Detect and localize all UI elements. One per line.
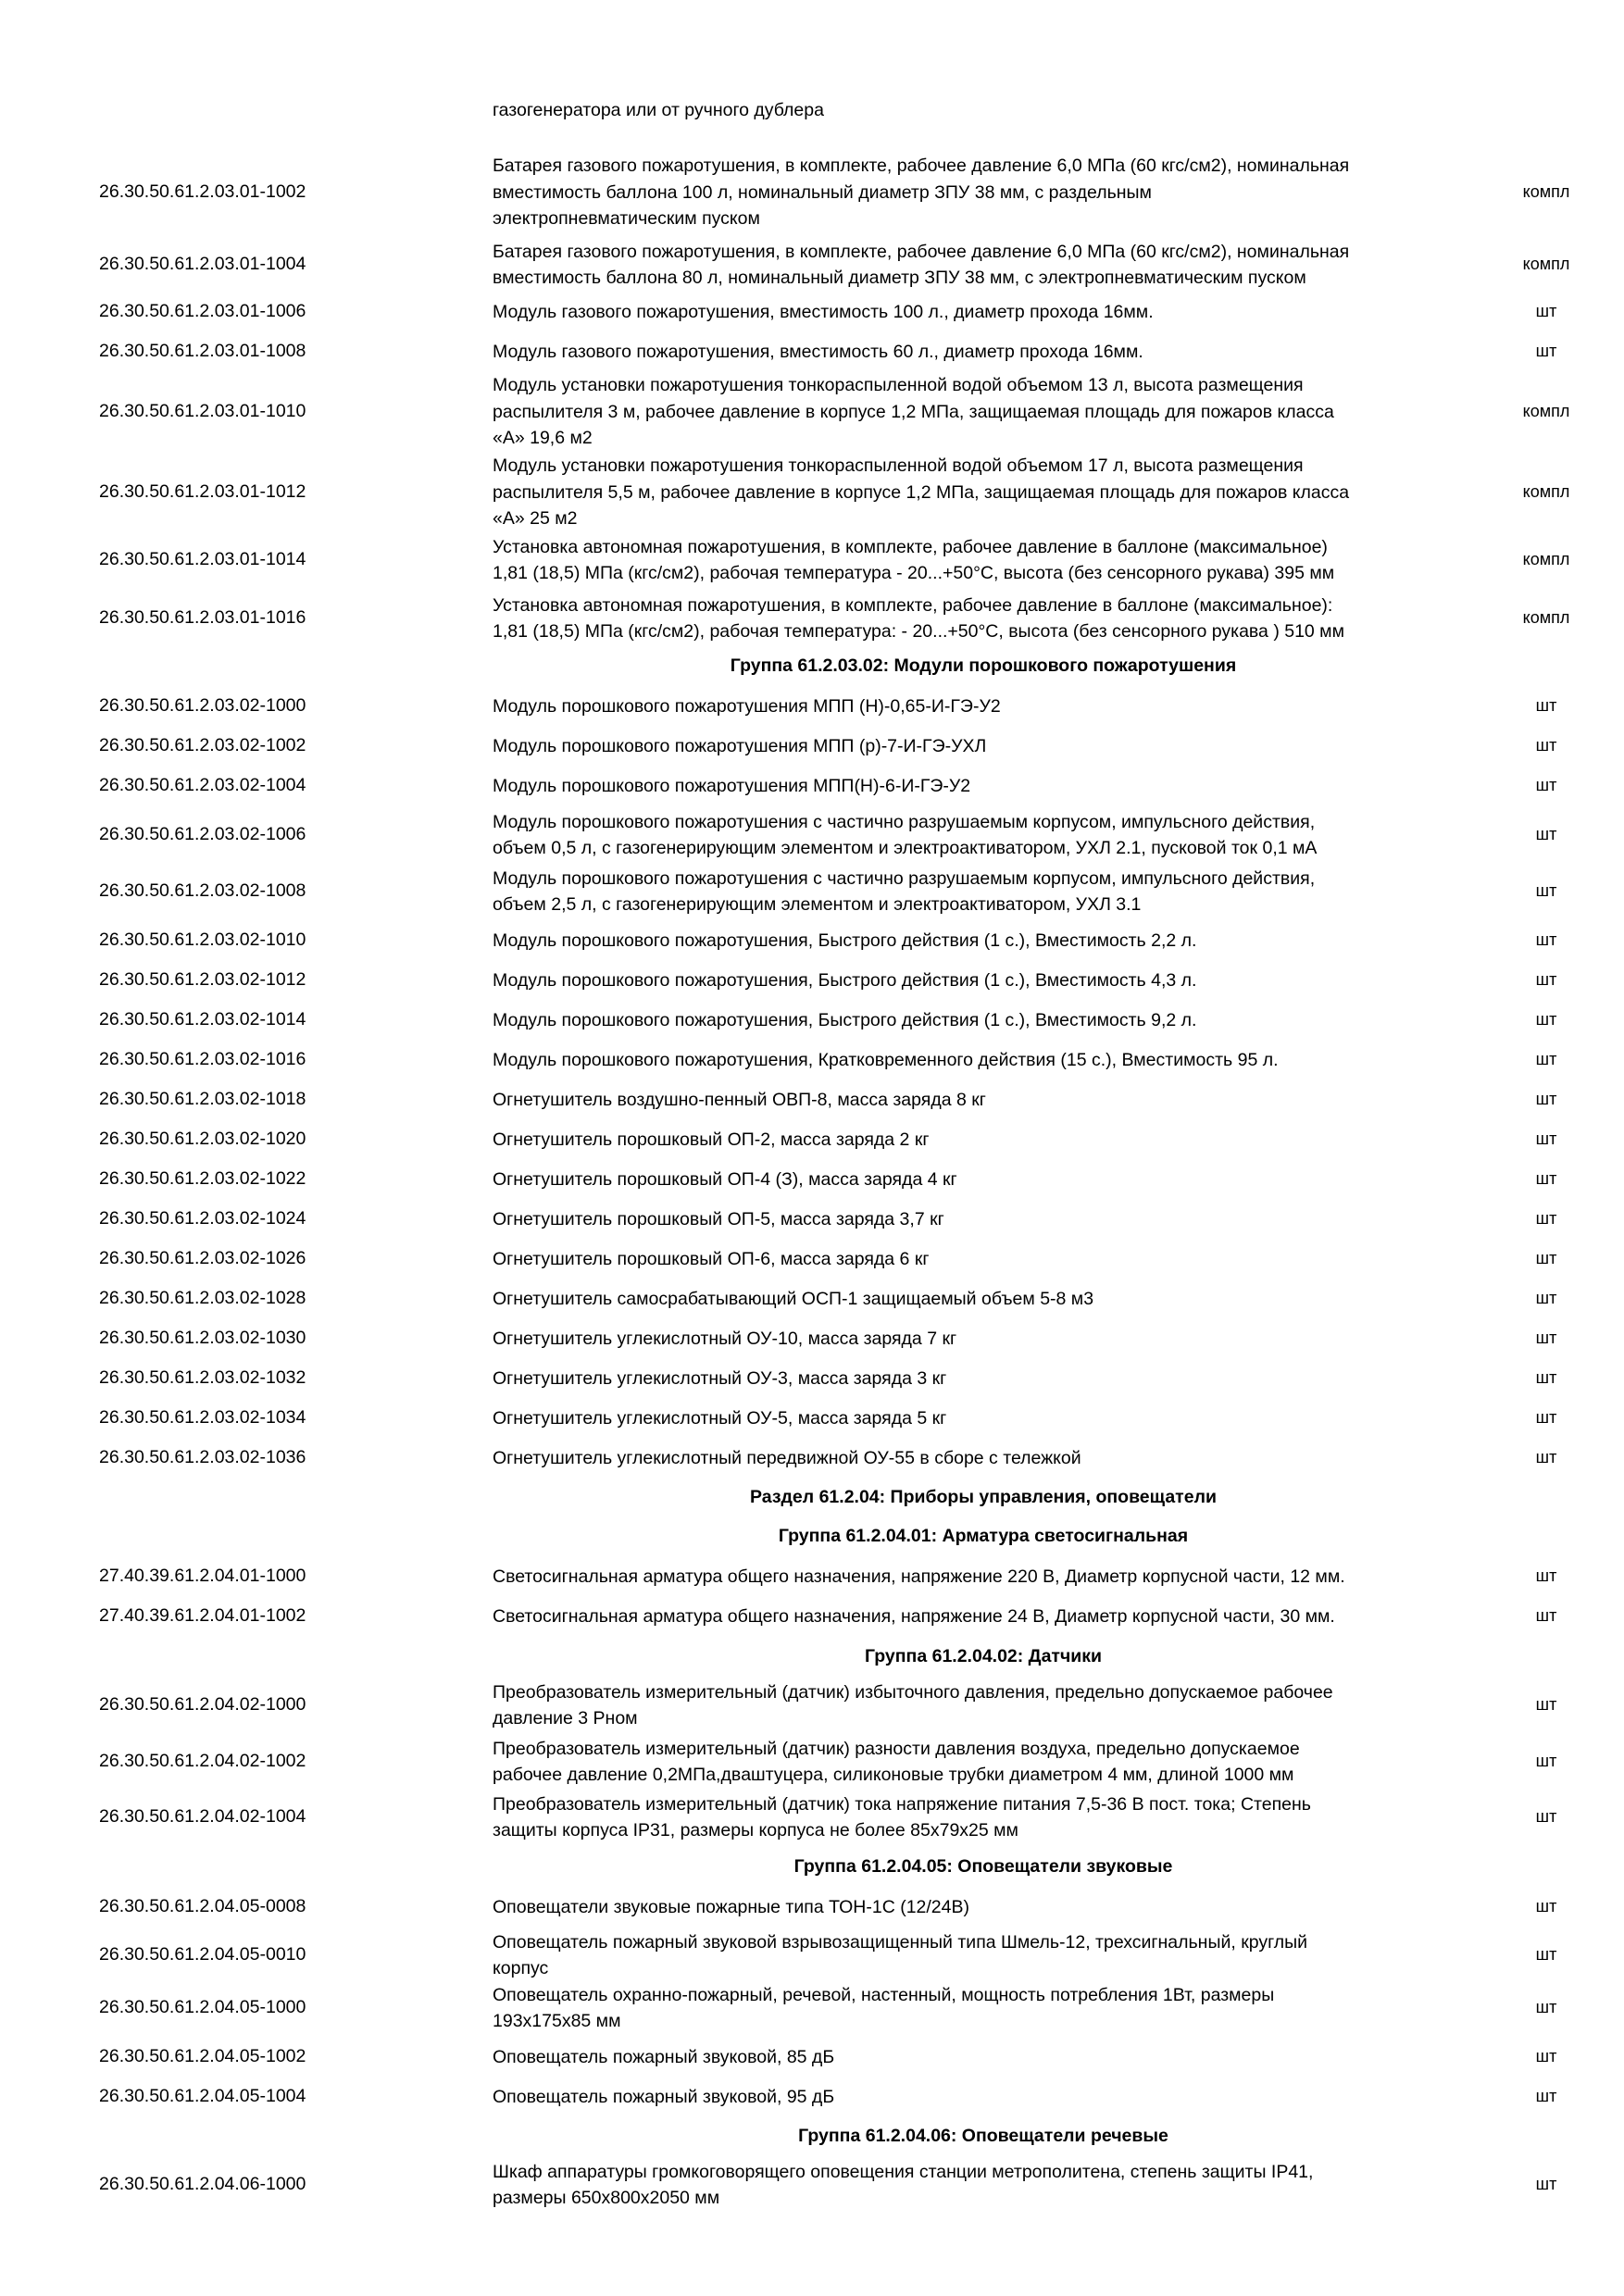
item-unit: шт [1535, 881, 1557, 900]
item-description [493, 1894, 1465, 1921]
item-description [493, 1366, 1465, 1392]
item-code: 26.30.50.61.2.03.02-1002 [99, 735, 306, 755]
description-line: Модуль порошкового пожаротушения, Кратковременного действия (15 с.), Вместимость 95 л. [493, 1049, 1279, 1070]
item-description [493, 1286, 1465, 1313]
item-unit: компл [1522, 608, 1570, 627]
item-unit: шт [1535, 1998, 1557, 2016]
item-code: 26.30.50.61.2.03.02-1032 [99, 1367, 306, 1388]
description-line: Модуль установки пожаротушения тонкораспыленной водой объемом 13 л, высота размещения [493, 375, 1304, 396]
item-unit: компл [1522, 182, 1570, 201]
item-code: 26.30.50.61.2.03.01-1006 [99, 301, 306, 321]
item-description [493, 1047, 1465, 1074]
item-code: 26.30.50.61.2.03.02-1034 [99, 1407, 306, 1428]
item-description [493, 372, 1465, 452]
item-unit: шт [1535, 1695, 1557, 1714]
item-unit: компл [1522, 255, 1570, 273]
item-description [493, 2044, 1465, 2071]
description-line: 1,81 (18,5) МПа (кгс/см2), рабочая температура - 20...+50°С, высота (без сенсорного рукава) 395 мм [493, 563, 1335, 583]
description-line: «А» 19,6 м2 [493, 428, 593, 449]
description-line: электропневматическим пуском [493, 208, 760, 230]
description-line: Огнетушитель углекислотный ОУ-3, масса заряда 3 кг [493, 1367, 947, 1389]
item-unit: шт [1535, 930, 1557, 949]
item-description [493, 809, 1465, 862]
item-unit: шт [1535, 1752, 1557, 1770]
item-unit: шт [1535, 2047, 1557, 2065]
description-line: Модуль порошкового пожаротушения с частично разрушаемым корпусом, импульсного действия, [493, 811, 1316, 832]
item-description [493, 1791, 1465, 1844]
item-unit: шт [1535, 2087, 1557, 2105]
description-line: Оповещатель пожарный звуковой, 95 дБ [493, 2086, 835, 2107]
description-line: Оповещатель пожарный звуковой, 85 дБ [493, 2046, 835, 2067]
description-line: размеры 650x800x2050 мм [493, 2188, 720, 2208]
item-description [493, 1679, 1465, 1732]
item-code: 26.30.50.61.2.04.05-1004 [99, 2086, 306, 2106]
item-code: 26.30.50.61.2.03.02-1030 [99, 1328, 306, 1348]
description-line: Оповещатели звуковые пожарные типа ТОН-1С (12/24В) [493, 1896, 969, 1917]
item-unit: шт [1535, 1289, 1557, 1307]
item-code: 26.30.50.61.2.03.02-1026 [99, 1248, 306, 1268]
section-heading: Группа 61.2.04.05: Оповещатели звуковые [793, 1856, 1173, 1877]
item-description [493, 593, 1465, 645]
item-code: 26.30.50.61.2.04.05-1002 [99, 2046, 306, 2066]
description-line: Огнетушитель порошковый ОП-4 (З), масса заряда 4 кг [493, 1168, 957, 1190]
item-code: 27.40.39.61.2.04.01-1002 [99, 1605, 306, 1626]
item-description [493, 733, 1465, 760]
item-code: 26.30.50.61.2.03.02-1016 [99, 1049, 306, 1069]
item-description [493, 967, 1465, 994]
item-description [493, 1087, 1465, 1114]
item-code: 26.30.50.61.2.03.02-1022 [99, 1168, 306, 1189]
description-line: распылителя 5,5 м, рабочее давление в корпусе 1,2 МПа, защищаемая площадь для пожаров класса [493, 481, 1350, 503]
item-unit: шт [1535, 302, 1557, 320]
item-description [493, 773, 1465, 800]
description-line: Преобразователь измерительный (датчик) избыточного давления, предельно допускаемое рабочее [493, 1681, 1333, 1703]
item-code: 26.30.50.61.2.03.01-1016 [99, 607, 306, 628]
item-code: 26.30.50.61.2.03.01-1008 [99, 341, 306, 361]
item-unit: шт [1535, 1408, 1557, 1427]
item-code: 26.30.50.61.2.03.02-1006 [99, 824, 306, 844]
item-description [493, 1007, 1465, 1034]
item-code: 26.30.50.61.2.04.02-1002 [99, 1751, 306, 1771]
description-line: вместимость баллона 80 л, номинальный диаметр ЗПУ 38 мм, с электропневматическим пуском [493, 268, 1306, 288]
item-unit: шт [1535, 1945, 1557, 1964]
item-code: 26.30.50.61.2.03.02-1010 [99, 930, 306, 950]
description-line: Модуль порошкового пожаротушения с частично разрушаемым корпусом, импульсного действия, [493, 867, 1316, 889]
item-description [493, 693, 1465, 720]
item-code: 26.30.50.61.2.03.02-1028 [99, 1288, 306, 1308]
description-line: Светосигнальная арматура общего назначения, напряжение 220 В, Диаметр корпусной части, 12 мм. [493, 1566, 1345, 1587]
description-line: давление 3 Рном [493, 1708, 638, 1728]
item-description [493, 1564, 1465, 1591]
description-line: Модуль порошкового пожаротушения МПП(Н)-6-И-ГЭ-У2 [493, 775, 971, 796]
description-line: Оповещатель охранно-пожарный, речевой, настенный, мощность потребления 1Вт, размеры [493, 1984, 1275, 2005]
item-unit: шт [1535, 1448, 1557, 1466]
item-unit: шт [1535, 1169, 1557, 1188]
description-line: Модуль установки пожаротушения тонкораспыленной водой объемом 17 л, высота размещения [493, 455, 1304, 477]
description-line: Огнетушитель порошковый ОП-5, масса заряда 3,7 кг [493, 1208, 944, 1229]
item-code: 26.30.50.61.2.03.01-1010 [99, 401, 306, 421]
item-code: 26.30.50.61.2.04.05-0008 [99, 1896, 306, 1916]
item-unit: шт [1535, 1129, 1557, 1148]
item-unit: шт [1535, 825, 1557, 843]
item-unit: шт [1535, 1368, 1557, 1387]
item-unit: шт [1535, 696, 1557, 715]
section-heading: Группа 61.2.04.02: Датчики [864, 1646, 1103, 1666]
section-heading: Группа 61.2.04.06: Оповещатели речевые [798, 2126, 1168, 2146]
section-heading: Раздел 61.2.04: Приборы управления, оповещатели [750, 1487, 1217, 1507]
item-unit: компл [1522, 550, 1570, 568]
description-line: «А» 25 м2 [493, 508, 578, 530]
description-line: распылителя 3 м, рабочее давление в корпусе 1,2 МПа, защищаемая площадь для пожаров класса [493, 401, 1334, 422]
description-line: Преобразователь измерительный (датчик) разности давления воздуха, предельно допускаемое [493, 1738, 1300, 1759]
item-code: 26.30.50.61.2.03.01-1012 [99, 481, 306, 502]
item-code: 26.30.50.61.2.04.02-1004 [99, 1806, 306, 1827]
item-unit: шт [1535, 342, 1557, 360]
item-code: 26.30.50.61.2.03.01-1014 [99, 549, 306, 569]
item-description [493, 928, 1465, 955]
item-unit: шт [1535, 1209, 1557, 1228]
item-description [493, 339, 1465, 366]
description-line: Оповещатель пожарный звуковой взрывозащищенный типа Шмель-12, трехсигнальный, круглый [493, 1931, 1308, 1953]
item-unit: шт [1535, 1010, 1557, 1029]
item-code: 26.30.50.61.2.03.02-1036 [99, 1447, 306, 1467]
item-description [493, 1603, 1465, 1630]
item-code: 26.30.50.61.2.03.02-1018 [99, 1089, 306, 1109]
item-description [493, 1736, 1465, 1789]
item-code: 26.30.50.61.2.04.02-1000 [99, 1694, 306, 1715]
item-code: 26.30.50.61.2.03.02-1014 [99, 1009, 306, 1029]
description-line: Батарея газового пожаротушения, в комплекте, рабочее давление 6,0 МПа (60 кгс/см2), номинальная [493, 241, 1350, 262]
item-description [493, 534, 1465, 587]
item-code: 26.30.50.61.2.03.02-1004 [99, 775, 306, 795]
item-description [493, 1929, 1465, 1982]
item-description [493, 1167, 1465, 1193]
item-code: 26.30.50.61.2.03.01-1002 [99, 181, 306, 202]
description-line: Огнетушитель порошковый ОП-6, масса заряда 6 кг [493, 1248, 930, 1269]
item-code: 26.30.50.61.2.03.02-1024 [99, 1208, 306, 1229]
item-unit: шт [1535, 1566, 1557, 1585]
description-line: защиты корпуса IP31, размеры корпуса не более 85x79x25 мм [493, 1820, 1018, 1841]
item-code: 26.30.50.61.2.03.01-1004 [99, 254, 306, 274]
item-description [493, 1246, 1465, 1273]
description-line: Модуль порошкового пожаротушения МПП (Н)-0,65-И-ГЭ-У2 [493, 695, 1001, 717]
description-line: Модуль порошкового пожаротушения, Быстрого действия (1 с.), Вместимость 2,2 л. [493, 930, 1197, 951]
item-description [493, 866, 1465, 918]
item-description [493, 153, 1465, 232]
item-unit: шт [1535, 1329, 1557, 1347]
description-line: Модуль газового пожаротушения, вместимость 100 л., диаметр прохода 16мм. [493, 301, 1154, 322]
item-description [493, 1982, 1465, 2035]
description-line: рабочее давление 0,2МПа,двaштуцера, силиконовые трубки диаметром 4 мм, длиной 1000 мм [493, 1765, 1294, 1785]
item-code: 26.30.50.61.2.03.02-1000 [99, 695, 306, 716]
description-line: объем 2,5 л, с газогенерирующим элементом и электроактиватором, УХЛ 3.1 [493, 894, 1142, 915]
item-description [493, 299, 1465, 326]
description-line: объем 0,5 л, с газогенерирующим элементом и электроактиватором, УХЛ 2.1, пусковой ток 0,1 мА [493, 838, 1318, 858]
item-description [493, 2084, 1465, 2111]
description-line: Модуль газового пожаротушения, вместимость 60 л., диаметр прохода 16мм. [493, 341, 1143, 362]
description-line: Огнетушитель углекислотный передвижной ОУ-55 в сборе с тележкой [493, 1447, 1081, 1468]
description-line: 193x175x85 мм [493, 2011, 621, 2031]
description-line: Установка автономная пожаротушения, в комплекте, рабочее давление в баллоне (максимальное) [493, 536, 1328, 557]
item-unit: шт [1535, 1807, 1557, 1826]
description-line: Батарея газового пожаротушения, в комплекте, рабочее давление 6,0 МПа (60 кгс/см2), номинальная [493, 156, 1350, 177]
description-line: Модуль порошкового пожаротушения МПП (р)-7-И-ГЭ-УХЛ [493, 735, 987, 756]
item-description [493, 1127, 1465, 1154]
section-heading: Группа 61.2.04.01: Арматура светосигнальная [778, 1526, 1189, 1546]
description-line: Модуль порошкового пожаротушения, Быстрого действия (1 с.), Вместимость 4,3 л. [493, 969, 1197, 991]
description-line: Огнетушитель самосрабатывающий ОСП-1 защищаемый объем 5-8 м3 [493, 1288, 1094, 1309]
item-unit: шт [1535, 1090, 1557, 1108]
item-description [493, 1206, 1465, 1233]
item-description [493, 239, 1465, 292]
description-line: Преобразователь измерительный (датчик) тока напряжение питания 7,5-36 В пост. тока; Степень [493, 1793, 1311, 1815]
description-line: Огнетушитель углекислотный ОУ-5, масса заряда 5 кг [493, 1407, 947, 1429]
description-line: вместимость баллона 100 л, номинальный диаметр ЗПУ 38 мм, с раздельным [493, 181, 1152, 203]
description-line: корпус [493, 1958, 549, 1978]
item-unit: шт [1535, 2175, 1557, 2193]
item-description [493, 1405, 1465, 1432]
item-description [493, 453, 1465, 532]
item-code: 27.40.39.61.2.04.01-1000 [99, 1566, 306, 1586]
description-line: Огнетушитель порошковый ОП-2, масса заряда 2 кг [493, 1129, 930, 1150]
item-code: 26.30.50.61.2.04.06-1000 [99, 2174, 306, 2194]
item-unit: шт [1535, 1606, 1557, 1625]
item-unit: шт [1535, 970, 1557, 989]
item-unit: компл [1522, 402, 1570, 420]
item-description [493, 1326, 1465, 1353]
item-code: 26.30.50.61.2.03.02-1012 [99, 969, 306, 990]
item-code: 26.30.50.61.2.04.05-1000 [99, 1997, 306, 2017]
continuation-text: газогенератора или от ручного дублера [493, 100, 824, 120]
section-heading: Группа 61.2.03.02: Модули порошкового пожаротушения [730, 655, 1237, 676]
item-unit: шт [1535, 736, 1557, 755]
description-line: 1,81 (18,5) МПа (кгс/см2), рабочая температура: - 20...+50°С, высота (без сенсорного рукава ) 510 мм [493, 621, 1344, 642]
item-description [493, 2159, 1465, 2212]
item-unit: компл [1522, 482, 1570, 501]
item-unit: шт [1535, 1050, 1557, 1068]
item-code: 26.30.50.61.2.03.02-1020 [99, 1129, 306, 1149]
item-code: 26.30.50.61.2.04.05-0010 [99, 1944, 306, 1965]
description-line: Установка автономная пожаротушения, в комплекте, рабочее давление в баллоне (максимальное): [493, 594, 1333, 616]
description-line: Светосигнальная арматура общего назначения, напряжение 24 В, Диаметр корпусной части, 30 мм. [493, 1605, 1335, 1627]
item-description [493, 1445, 1465, 1472]
description-line: Шкаф аппаратуры громкоговорящего оповещения станции метрополитена, степень защиты IP41, [493, 2161, 1314, 2182]
item-unit: шт [1535, 1897, 1557, 1915]
item-code: 26.30.50.61.2.03.02-1008 [99, 880, 306, 901]
description-line: Огнетушитель воздушно-пенный ОВП-8, масса заряда 8 кг [493, 1089, 986, 1110]
description-line: Модуль порошкового пожаротушения, Быстрого действия (1 с.), Вместимость 9,2 л. [493, 1009, 1197, 1030]
item-unit: шт [1535, 1249, 1557, 1267]
description-line: Огнетушитель углекислотный ОУ-10, масса заряда 7 кг [493, 1328, 957, 1349]
item-unit: шт [1535, 776, 1557, 794]
